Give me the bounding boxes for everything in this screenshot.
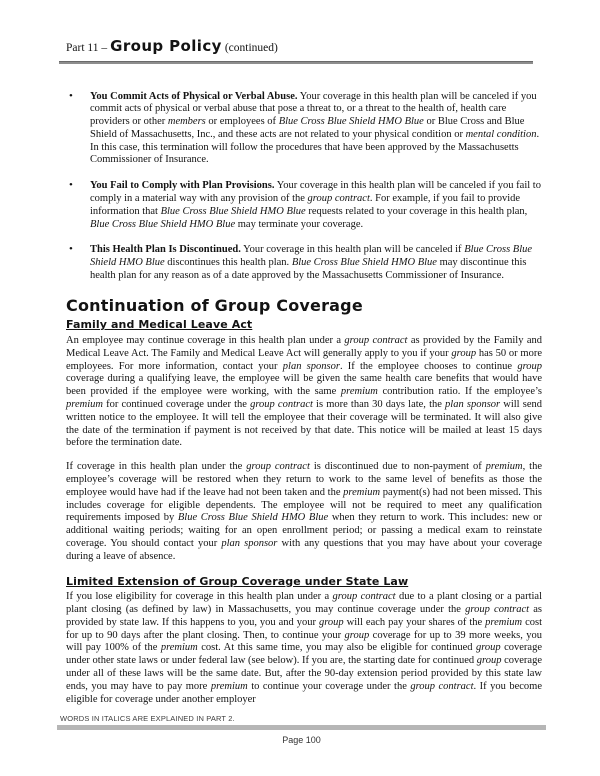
termination-bullet-list [66, 91, 542, 283]
continued-label: (continued) [224, 42, 278, 54]
page-header [66, 36, 542, 64]
bullet-icon: • [69, 243, 73, 256]
page-footer [57, 714, 546, 745]
bullet-icon: • [69, 179, 73, 192]
paragraph-fmla-2: If coverage in this health plan under the group contract is discontinued due to non-payment of premium, the employee’s coverage will be restored when they return to work to the same level of benefits as those the employee would have had if the leave had not been taken and the premium payment(s) had not been missed. This includes coverage for eligible dependents. The employee will not be required to meet any qualification requirements imposed by Blue Cross Blue Shield HMO Blue when they return to work. This includes: new or additional waiting periods; waiting for an open enrollment period; or passing a medical exam to reinstate coverage. You should contact your plan sponsor with any questions that you may have about your coverage during a leave of absence. [66, 461, 543, 562]
page-title: Group Policy [110, 37, 222, 55]
bullet-item-plan-discontinued [66, 244, 542, 282]
bullet-text: You Fail to Comply with Plan Provisions. Your coverage in this health plan will be canceled if you fail to comply in a material way with any provision of the group contract. For example, if you fail to provide information that Blue Cross Blue Shield HMO Blue requests related to your coverage in this health plan, Blue Cross Blue Shield HMO Blue may terminate your coverage. [90, 180, 541, 230]
paragraph-state-law: If you lose eligibility for coverage in this health plan under a group contract due to a plant closing or a partial plant closing (as defined by law) in Massachusetts, you may continue coverage under the group contract as provided by state law. If this happens to you, you and your group will each pay your shares of the premium cost for up to 90 days after the plant closing. Then, to continue your group coverage for up to 39 more weeks, you will pay 100% of the premium cost. At this same time, you may also be eligible for continued group coverage under other state laws or under federal law (see below). If you are, the starting date for continued group coverage under all of these laws will be the same date. But, after the 90-day extension period provided by this state law ends, you may have to pay more premium to continue your coverage under the group contract. If you become eligible for coverage under another employer [66, 591, 542, 705]
bullet-icon: • [69, 89, 73, 102]
section-heading-continuation: Continuation of Group Coverage [66, 295, 363, 315]
bullet-item-fail-to-comply [66, 180, 542, 231]
part-label: Part 11 – [66, 42, 108, 54]
page-number: Page 100 [282, 735, 321, 745]
italics-note: WORDS IN ITALICS ARE EXPLAINED IN PART 2. [60, 714, 235, 723]
footer-divider-bar [57, 725, 546, 730]
header-rule [59, 61, 533, 64]
paragraph-fmla-1: An employee may continue coverage in this health plan under a group contract as provided by the Family and Medical Leave Act. The Family and Medical Leave Act will generally apply to you if your group has 50 or more employees. For more information, contact your plan sponsor. If the employee chooses to continue group coverage during a qualifying leave, the employee will be given the same health care benefits that would have been provided if the employee were working, with the same premium contribution ratio. If the employee’s premium for continued coverage under the group contract is more than 30 days late, the plan sponsor will send written notice to the employee. It will tell the employee that their coverage will be terminated. It will also give the date of the termination if payment is not received by that date. This notice will be mailed at least 15 days before the termination date. [66, 335, 543, 449]
bullet-text: You Commit Acts of Physical or Verbal Abuse. Your coverage in this health plan will be canceled if you commit acts of physical or verbal abuse that pose a threat to, or a threat to the health of, health care providers or other members or employees of Blue Cross Blue Shield HMO Blue or Blue Cross and Blue Shield of Massachusetts, Inc., and these acts are not related to your physical condition or mental condition. In this case, this termination will follow the procedures that have been approved by the Massachusetts Commissioner of Insurance. [90, 90, 540, 166]
bullet-item-physical-verbal-abuse [66, 91, 542, 168]
subsection-heading-state-law: Limited Extension of Group Coverage under State Law [66, 574, 409, 588]
bullet-text: This Health Plan Is Discontinued. Your coverage in this health plan will be canceled if Blue Cross Blue Shield HMO Blue discontinues this health plan. Blue Cross Blue Shield HMO Blue may discontinue this health plan for any reason as of a date approved by the Massachusetts Commissioner of Insurance. [90, 244, 533, 282]
subsection-heading-fmla: Family and Medical Leave Act [66, 318, 253, 332]
